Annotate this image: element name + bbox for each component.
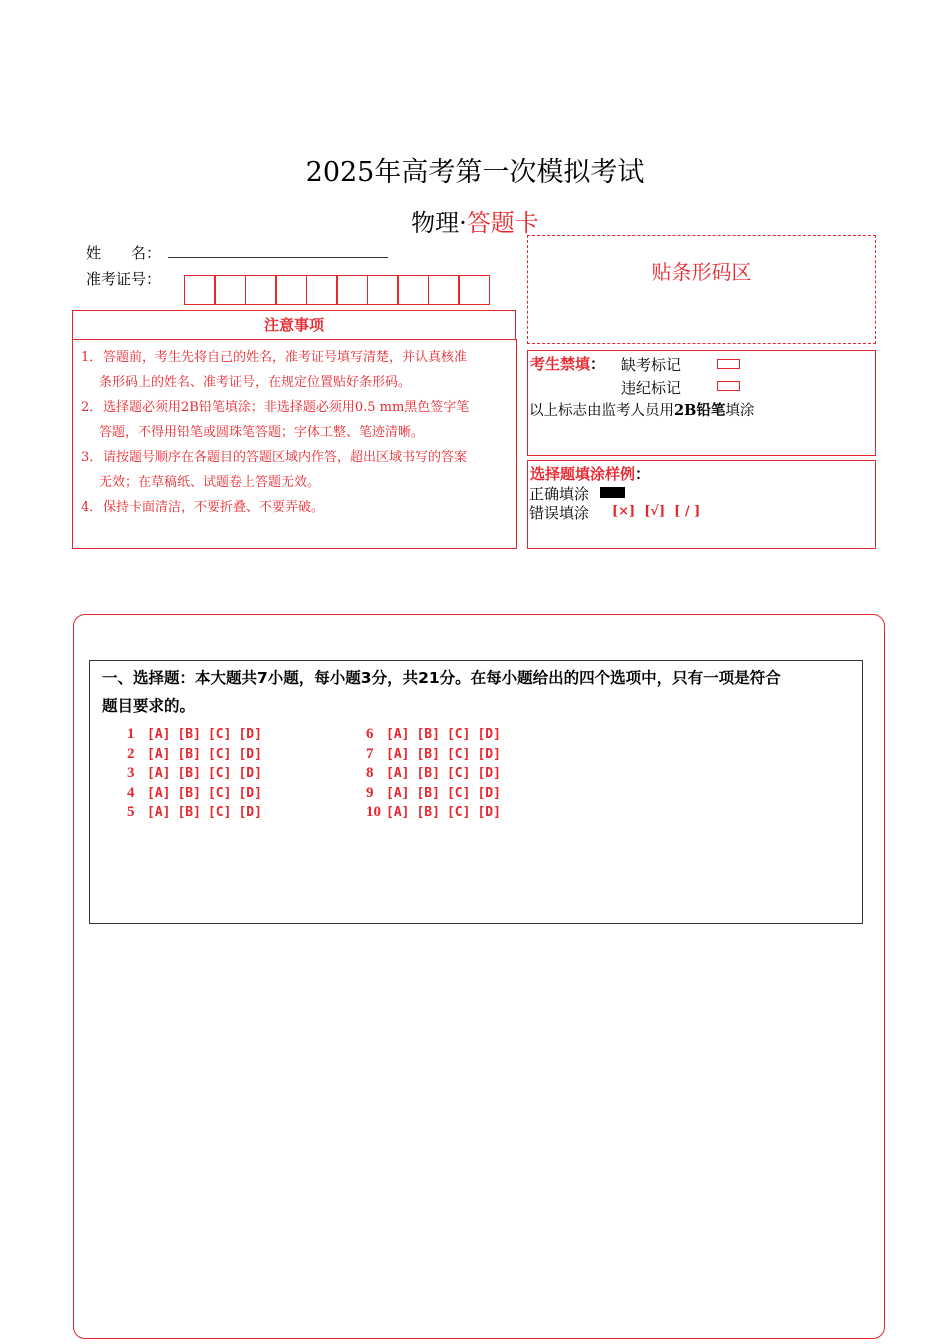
- answer-option-bubble[interactable]: [A]: [147, 766, 171, 781]
- notice-item-continuation: 条形码上的姓名、准考证号，在规定位置贴好条形码。: [99, 375, 412, 390]
- notice-item-number: 4．: [81, 500, 103, 515]
- examiner-only-label: 考生禁填：: [530, 355, 606, 373]
- answer-option-bubble[interactable]: [C]: [446, 766, 471, 781]
- answer-option-bubble[interactable]: [D]: [238, 805, 262, 820]
- section1-instruction: 一、选择题：本大题共7小题，每小题3分，共21分。在每小题给出的四个选项中，只有一项是符合 题目要求的。: [102, 669, 781, 715]
- notice-panel: [72, 339, 517, 549]
- absent-label: 缺考标记: [621, 356, 682, 374]
- answer-option-bubble[interactable]: [C]: [207, 746, 232, 762]
- id-digit-box[interactable]: [306, 275, 338, 305]
- name-label: 姓 名：: [86, 244, 162, 262]
- answer-option-bubble[interactable]: [A]: [147, 785, 171, 801]
- question-number: 5: [127, 804, 135, 820]
- answer-option-bubble[interactable]: [D]: [238, 727, 262, 742]
- notice-item: [81, 345, 508, 370]
- wrong-fill-label: 错误填涂: [529, 504, 590, 522]
- answer-option-bubble[interactable]: [B]: [177, 805, 201, 820]
- question-row: [127, 746, 269, 763]
- answer-option-bubble[interactable]: [A]: [386, 785, 410, 801]
- answer-option-bubble[interactable]: [B]: [177, 785, 201, 801]
- question-number: 7: [366, 745, 374, 762]
- question-number: 6: [366, 726, 374, 742]
- question-number: 2: [127, 745, 135, 762]
- answer-option-bubble[interactable]: [C]: [446, 727, 471, 742]
- id-digit-box[interactable]: [184, 275, 216, 305]
- answer-option-bubble[interactable]: [D]: [477, 785, 501, 801]
- notice-item-text: 选择题必须用2B铅笔填涂；非选择题必须用0.5 mm黑色签字笔: [103, 400, 470, 415]
- notice-item-continuation: 无效；在草稿纸、试题卷上答题无效。: [99, 475, 321, 490]
- notice-item-text: 请按题号顺序在各题目的答题区域内作答，超出区域书写的答案: [103, 450, 468, 465]
- id-digit-box[interactable]: [428, 275, 460, 305]
- exam-title: 2025年高考第一次模拟考试: [305, 157, 645, 188]
- answer-option-bubble[interactable]: [B]: [177, 766, 201, 781]
- answer-option-bubble[interactable]: [D]: [238, 785, 262, 801]
- question-number: 8: [366, 765, 374, 781]
- answer-option-bubble[interactable]: [B]: [416, 805, 440, 820]
- question-row: [127, 804, 269, 821]
- answer-option-bubble[interactable]: [D]: [238, 746, 262, 762]
- answer-option-bubble[interactable]: [A]: [386, 746, 410, 762]
- name-field[interactable]: [168, 257, 388, 258]
- notice-item-text: 保持卡面清洁，不要折叠、不要弄破。: [103, 500, 325, 515]
- question-row: [366, 765, 508, 782]
- answer-option-bubble[interactable]: [D]: [477, 746, 501, 762]
- answer-option-bubble[interactable]: [B]: [177, 727, 201, 742]
- wrong-fill-samples: [×] [√] [ / ]: [612, 504, 701, 519]
- violation-label: 违纪标记: [621, 379, 682, 397]
- answer-option-bubble[interactable]: [D]: [477, 805, 501, 820]
- answer-option-bubble[interactable]: [A]: [147, 805, 171, 820]
- question-row: [366, 804, 508, 821]
- answer-option-bubble[interactable]: [A]: [386, 766, 410, 781]
- answer-option-bubble[interactable]: [A]: [386, 727, 410, 742]
- notice-item-number: 1．: [81, 350, 103, 365]
- subject-name: 物理: [411, 209, 460, 237]
- notice-item-number: 3．: [81, 450, 103, 465]
- question-row: [366, 726, 508, 743]
- notice-item-continuation: 答题，不得用铅笔或圆珠笔答题；字体工整、笔迹清晰。: [99, 425, 425, 440]
- card-label: 答题卡: [466, 209, 539, 237]
- question-number: 9: [366, 784, 374, 801]
- question-number: 1: [127, 726, 135, 742]
- notice-item: [81, 445, 508, 470]
- answer-option-bubble[interactable]: [B]: [416, 727, 440, 742]
- id-digit-box[interactable]: [214, 275, 246, 305]
- answer-option-bubble[interactable]: [A]: [147, 746, 171, 762]
- question-row: [127, 785, 269, 802]
- answer-option-bubble[interactable]: [C]: [207, 766, 232, 781]
- id-digit-box[interactable]: [367, 275, 399, 305]
- id-digit-box[interactable]: [458, 275, 490, 305]
- question-row: [366, 746, 508, 763]
- absent-mark-box[interactable]: [717, 359, 740, 369]
- answer-option-bubble[interactable]: [C]: [446, 805, 471, 820]
- answer-option-bubble[interactable]: [C]: [207, 727, 232, 742]
- notice-item: [81, 395, 508, 420]
- answer-option-bubble[interactable]: [B]: [416, 766, 440, 781]
- violation-mark-box[interactable]: [717, 381, 740, 391]
- answer-option-bubble[interactable]: [A]: [386, 805, 410, 820]
- title-separator: ·: [459, 209, 467, 237]
- question-row: [127, 765, 269, 782]
- answer-option-bubble[interactable]: [D]: [477, 727, 501, 742]
- question-number: 4: [127, 784, 135, 801]
- answer-option-bubble[interactable]: [B]: [416, 785, 440, 801]
- examiner-only-panel: [527, 350, 876, 456]
- id-digit-box[interactable]: [336, 275, 368, 305]
- notice-item-number: 2．: [81, 400, 103, 415]
- notice-list: [73, 340, 516, 520]
- id-digit-box[interactable]: [245, 275, 277, 305]
- fill-sample-panel: [527, 460, 876, 549]
- card-subtitle: [0, 203, 950, 238]
- id-digit-box[interactable]: [397, 275, 429, 305]
- question-row: [127, 726, 269, 743]
- id-label: 准考证号：: [86, 270, 162, 288]
- notice-heading: 注意事项: [72, 310, 516, 340]
- notice-item-text: 答题前，考生先将自己的姓名，准考证号填写清楚，并认真核准: [103, 350, 468, 365]
- id-number-boxes[interactable]: [185, 275, 490, 305]
- answer-option-bubble[interactable]: [D]: [477, 766, 501, 781]
- barcode-area: [527, 235, 876, 344]
- answer-option-bubble[interactable]: [D]: [238, 766, 262, 781]
- answer-option-bubble[interactable]: [C]: [446, 746, 471, 762]
- answer-option-bubble[interactable]: [B]: [416, 746, 440, 762]
- answer-option-bubble[interactable]: [C]: [207, 785, 232, 801]
- correct-fill-sample: [600, 487, 625, 498]
- notice-item: [81, 495, 508, 520]
- answer-option-bubble[interactable]: [A]: [147, 727, 171, 742]
- answer-option-bubble[interactable]: [C]: [207, 805, 232, 820]
- correct-fill-label: 正确填涂: [529, 485, 590, 503]
- barcode-label: 贴条形码区: [651, 260, 752, 284]
- question-number: 3: [127, 765, 135, 781]
- id-digit-box[interactable]: [275, 275, 307, 305]
- question-number: 10: [366, 804, 381, 820]
- question-row: [366, 785, 508, 802]
- fill-sample-heading: 选择题填涂样例：: [530, 465, 651, 483]
- answer-option-bubble[interactable]: [C]: [446, 785, 471, 801]
- answer-option-bubble[interactable]: [B]: [177, 746, 201, 762]
- examiner-note: 以上标志由监考人员用2B铅笔填涂: [529, 402, 755, 419]
